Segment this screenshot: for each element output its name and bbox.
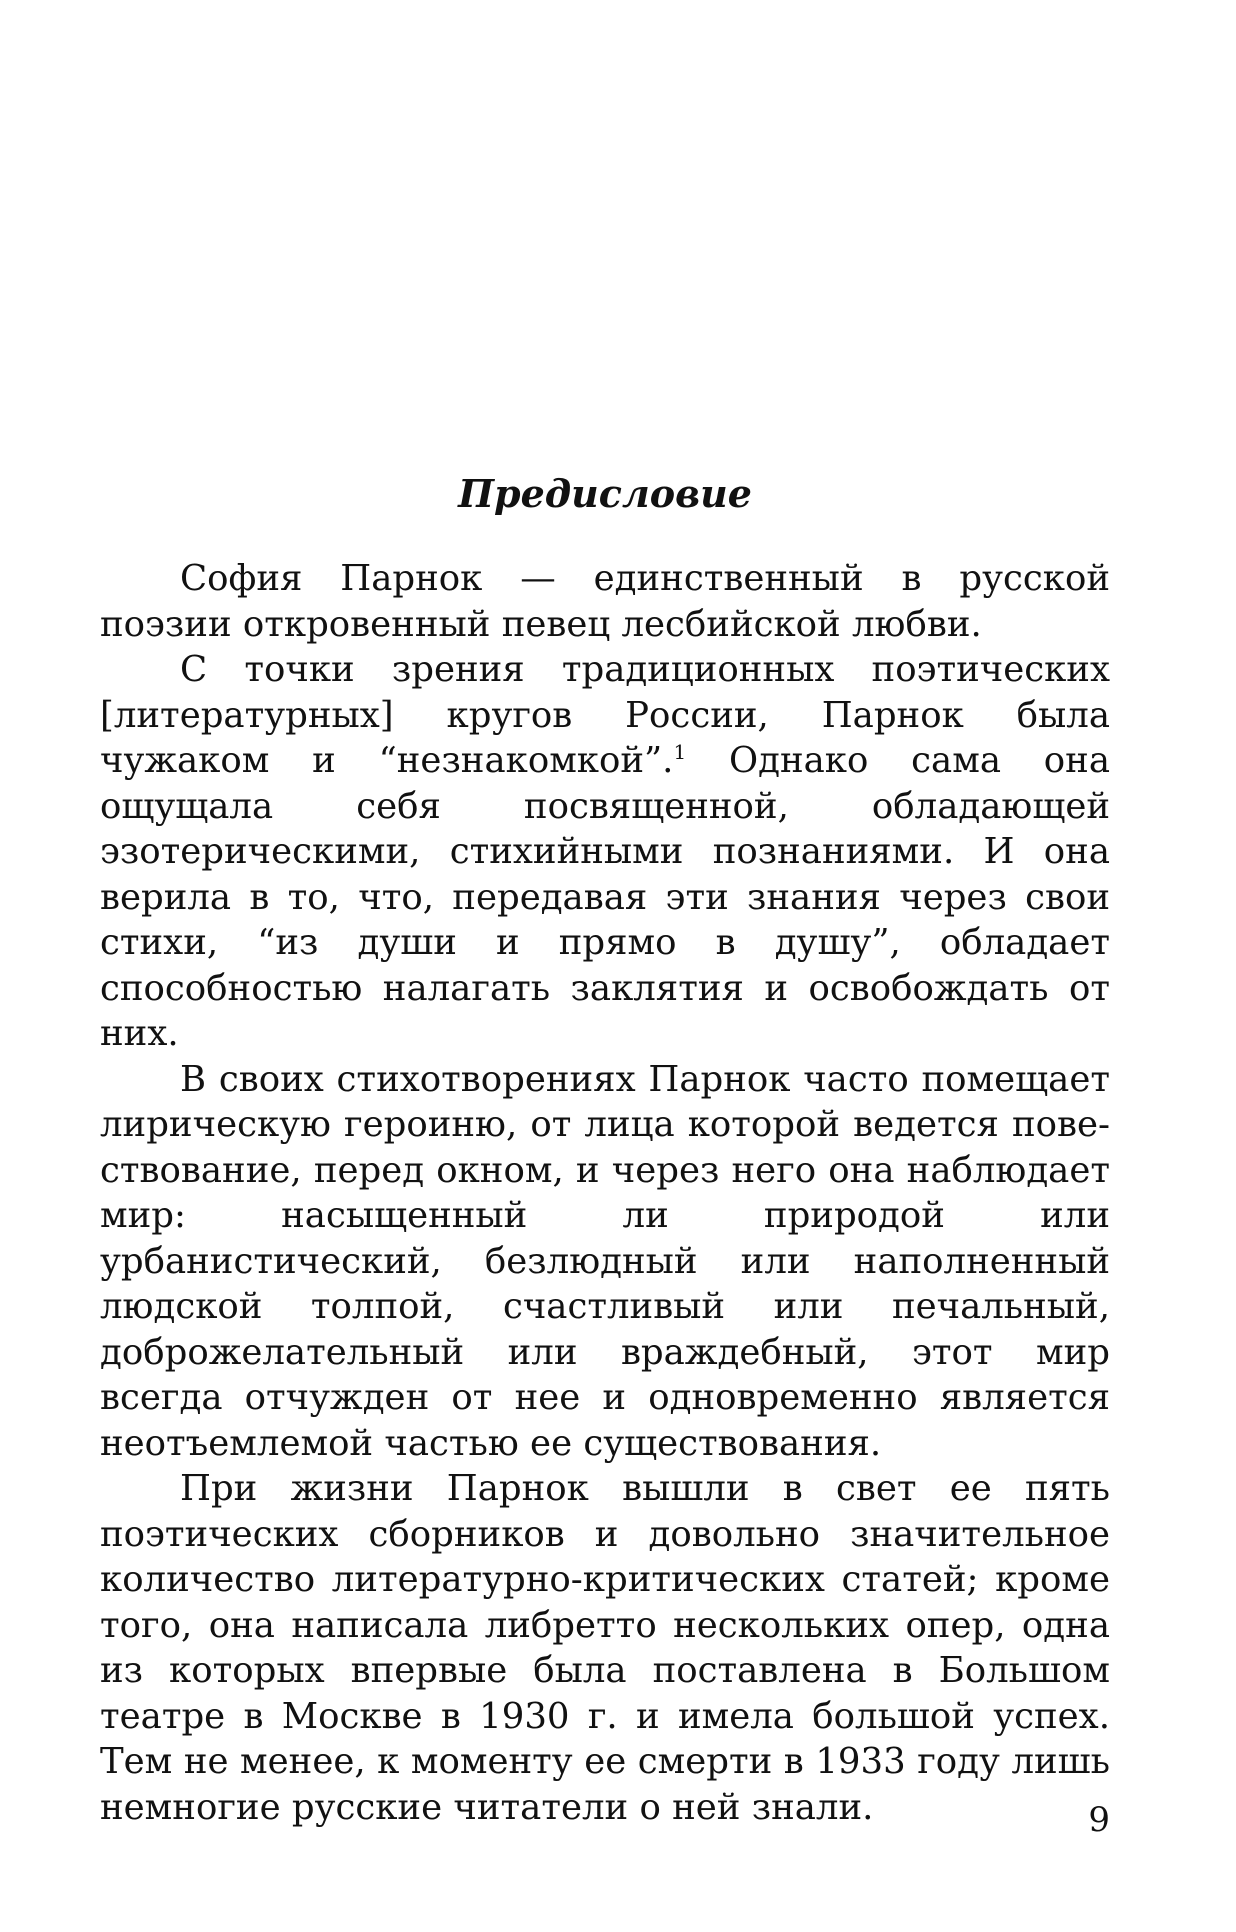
paragraph-4: При жизни Парнок вышли в свет ее пять поэтических сборников и довольно значительное количество литературно-критических статей; кроме того, она написала либретто нескольких опер, одна из которых впервые была поставлена в Большом театре в Москве в 1930 г. и имела большой успех. Тем не менее, к моменту ее смерти в 1933 году лишь немногие русские читатели о ней знали. [100,1468,1110,1828]
paragraph-2-text-after-note: Однако сама она ощущала себя посвященной, обладающей эзотерическими, стихийными познаниями. И она верила в то, что, передавая эти знания через свои стихи, “из души и прямо в душу”, обладает способностью налагать заклятия и освобождать от них. [100,740,1110,1054]
page-number: 9 [1088,1800,1110,1840]
paragraph-2 [100,647,1110,1057]
paragraph-1: София Парнок — единственный в русской поэзии откровенный певец лесбийской любви. [100,558,1110,645]
chapter-title: Предисловие [458,471,752,516]
footnote-reference: 1 [673,740,687,765]
body-text [100,556,1110,1830]
paragraph-3: В своих стихотворениях Парнок часто помещает лирическую героиню, от лица которой ведется повествование, перед окном, и через него она наблюдает мир: насыщенный ли природой или урбанистический, безлюдный или наполненный людской толпой, счастливый или печальный, доброжелательный или враждебный, этот мир всегда отчужден от нее и одновременно является неотъемлемой частью ее существования. [100,1058,1110,1464]
paragraph-2-text-before-note: С точки зрения традиционных поэтических [литературных] кругов России, Парнок была чужаком и “незнакомкой”. [100,649,1110,781]
book-page [100,0,1110,1932]
